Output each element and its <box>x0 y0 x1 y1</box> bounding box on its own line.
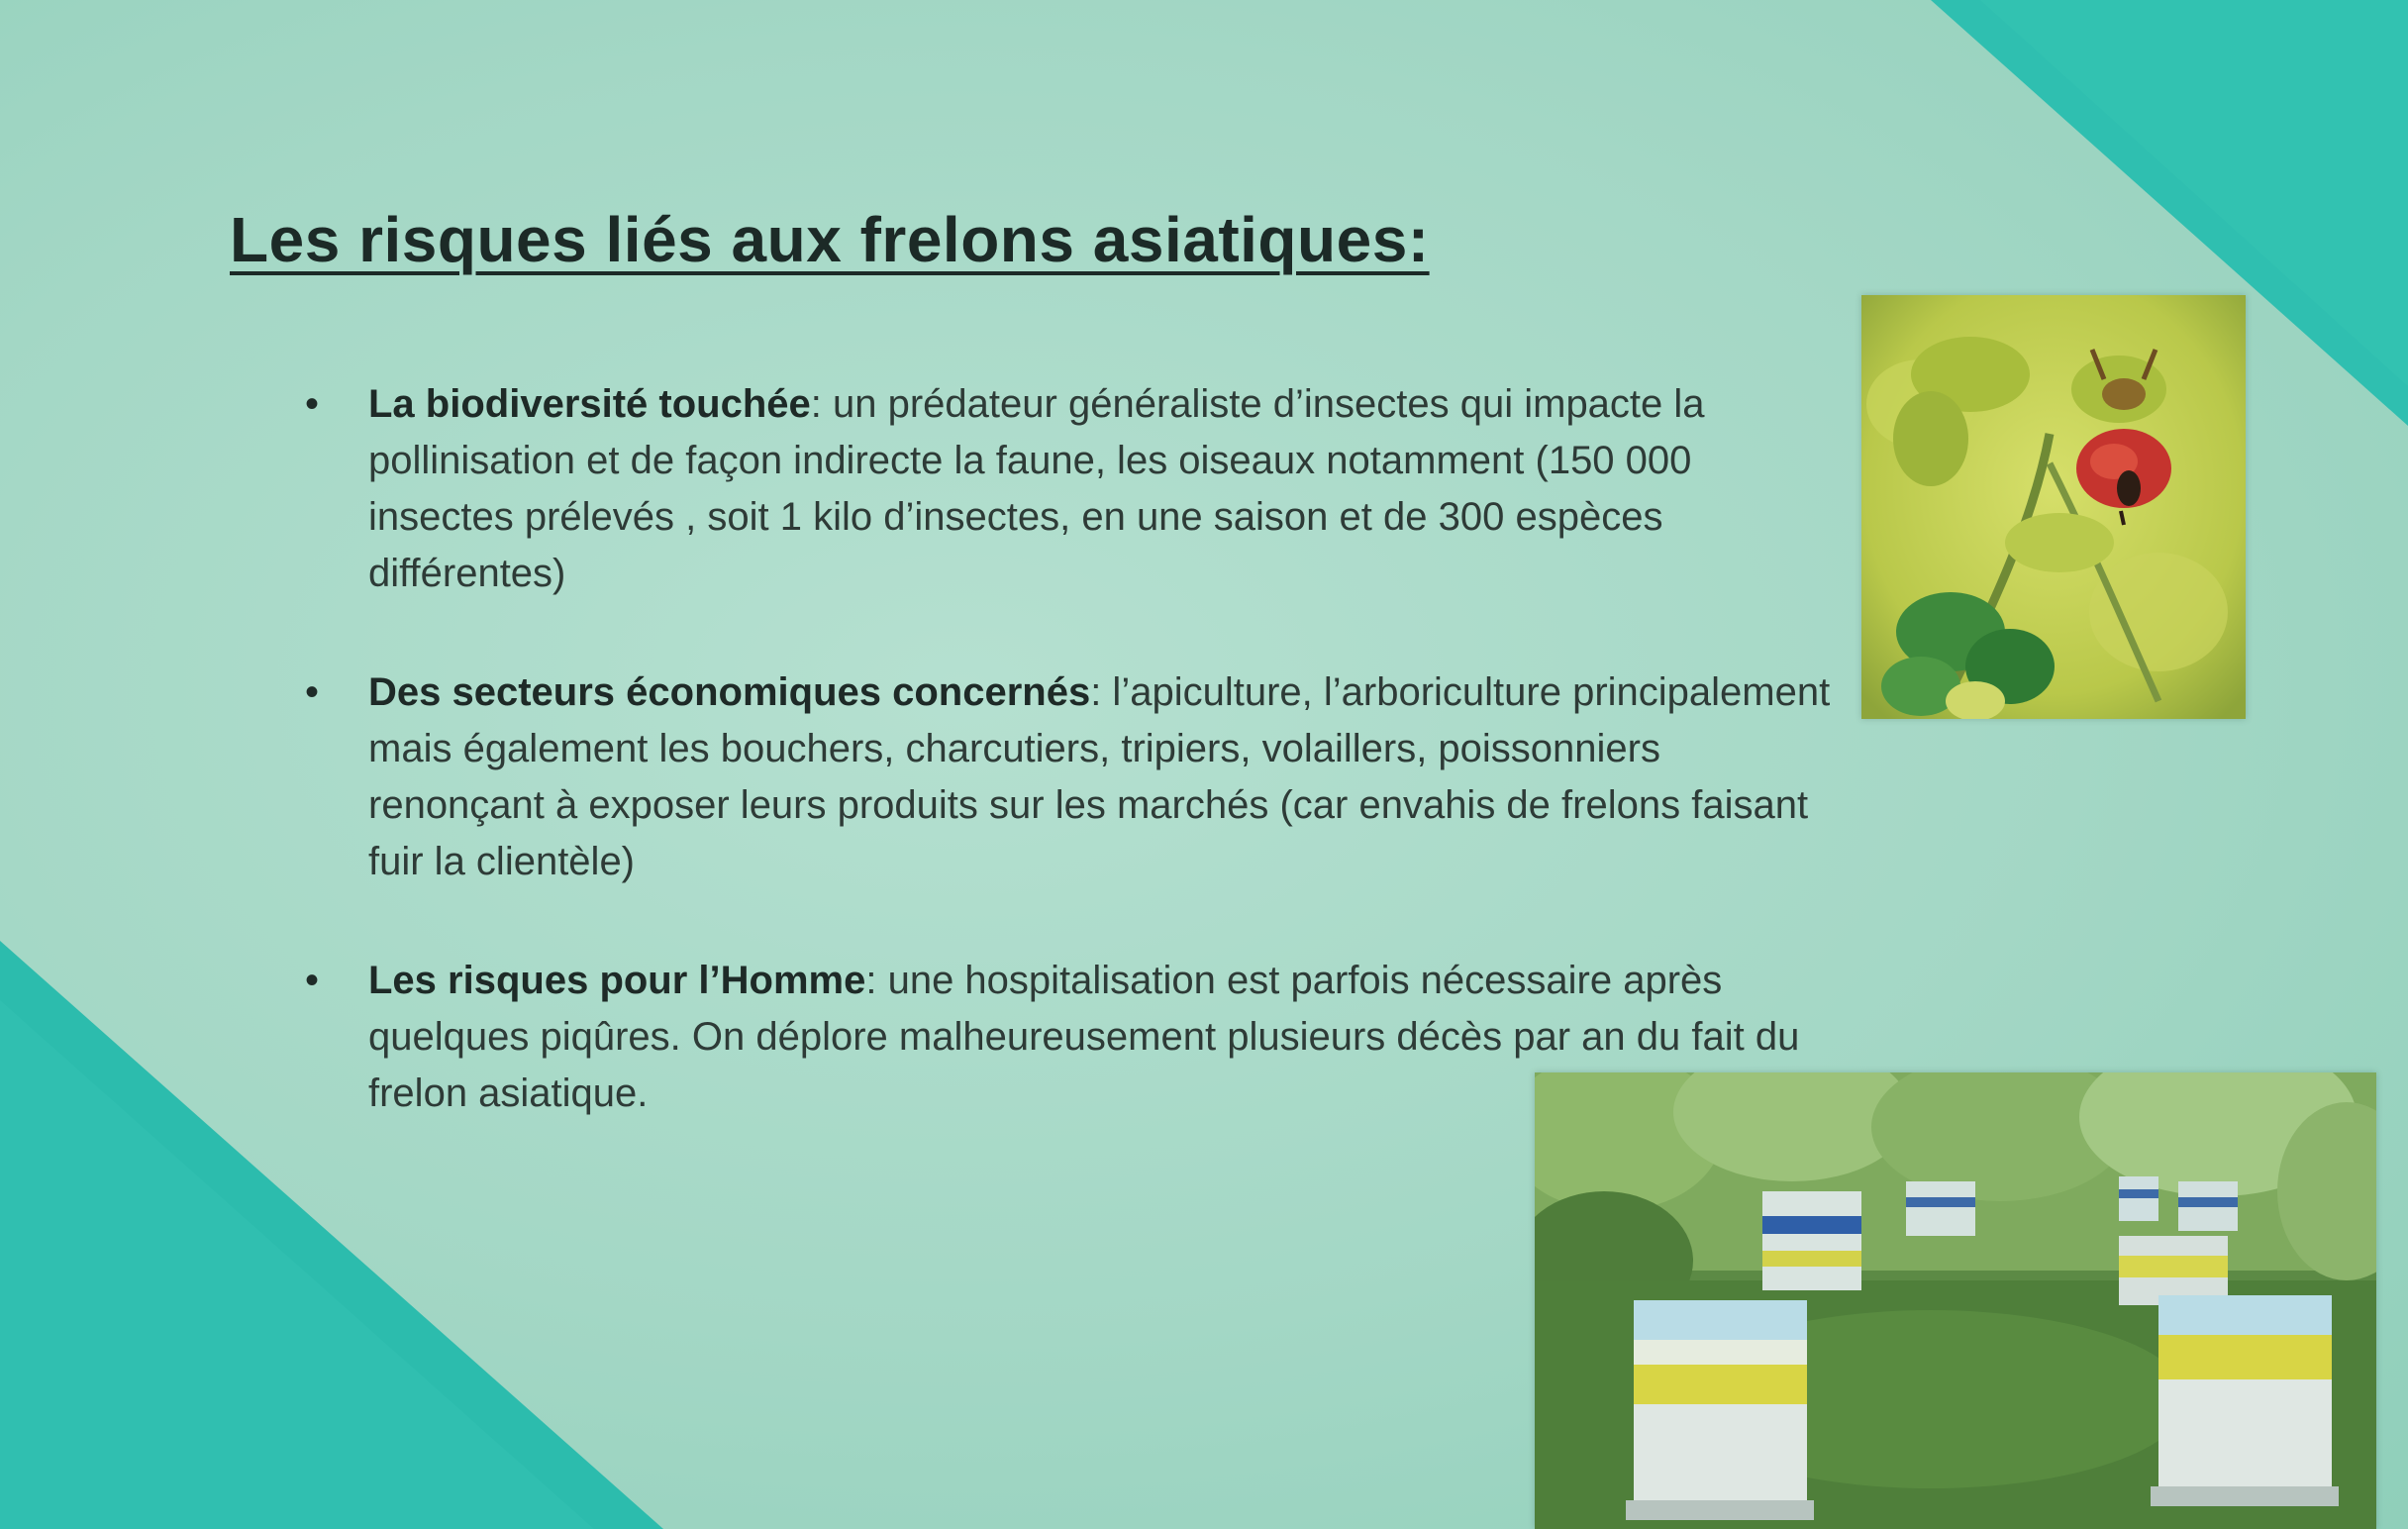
slide-title: Les risques liés aux frelons asiatiques: <box>230 204 1430 275</box>
bullet-heading: Les risques pour l’Homme <box>368 959 866 1002</box>
bullet-dot: • <box>305 959 320 1002</box>
bullet-dot: • <box>305 670 320 714</box>
bullet-list <box>297 376 1842 1184</box>
hornet-on-flower-photo <box>1861 295 2246 719</box>
bullet-heading: La biodiversité touchée <box>368 382 811 426</box>
bullet-item-biodiversity <box>297 376 1842 602</box>
beehives-in-orchard-photo <box>1535 1072 2376 1529</box>
bullet-item-economic-sectors <box>297 664 1842 890</box>
bullet-text: : une hospitalisation est parfois nécessaire après quelques piqûres. On déplore malheureusement plusieurs décès par an du fait du frelon asiatique. <box>368 959 1800 1115</box>
bullet-text: : un prédateur généraliste d’insectes qui impacte la pollinisation et de façon indirecte la faune, les oiseaux notamment (150 000 insectes prélevés , soit 1 kilo d’insectes, en une saison et de 300 espèces différentes) <box>368 382 1705 595</box>
bullet-dot: • <box>305 382 320 426</box>
bullet-heading: Des secteurs économiques concernés <box>368 670 1091 714</box>
bullet-text: : l’apiculture, l’arboriculture principalement mais également les bouchers, charcutiers, tripiers, volaillers, poissonniers renonçant à exposer leurs produits sur les marchés (car envahis de frelons faisant fuir la clientèle) <box>368 670 1831 883</box>
